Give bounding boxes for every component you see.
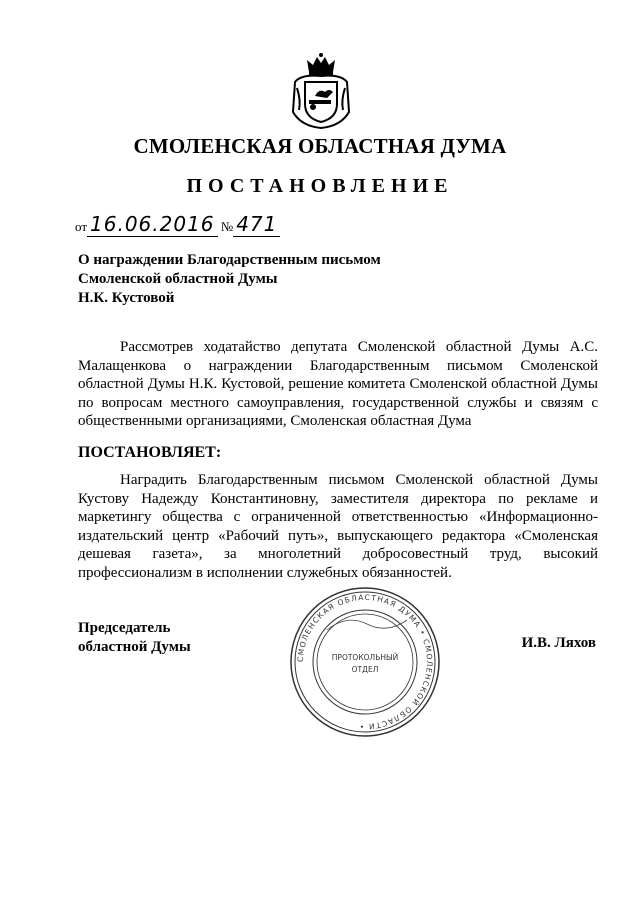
stamp-center-line: ОТДЕЛ <box>351 665 379 674</box>
date-prefix: от <box>75 219 88 234</box>
position-line: областной Думы <box>78 639 191 655</box>
signature-position <box>78 619 191 657</box>
subject-block <box>78 251 381 308</box>
official-stamp-icon <box>287 584 443 740</box>
organization-title: СМОЛЕНСКАЯ ОБЛАСТНАЯ ДУМА <box>133 134 507 158</box>
coat-of-arms-icon <box>291 52 351 130</box>
stamp-ring-text: СМОЛЕНСКАЯ ОБЛАСТНАЯ ДУМА • СМОЛЕНСКОЙ ОБЛАСТИ • <box>295 592 435 732</box>
decision-paragraph: Наградить Благодарственным письмом Смоленской областной Думы Кустову Надежду Константиновну, заместителя директора по рекламе и маркетингу общества с ограниченной ответственностью «Информационно-издательский центр «Рабочий путь», выпускающего редактора «Смоленская дешевая газета», за многолетний добросовестный труд, высокий профессионализм в исполнении служебных обязанностей. <box>78 472 598 581</box>
stamp-center-line: ПРОТОКОЛЬНЫЙ <box>331 653 399 662</box>
preamble-paragraph: Рассмотрев ходатайство депутата Смоленской областной Думы А.С. Малащенкова о награждении Благодарственным письмом Смоленской областной Думы Н.К. Кустовой, решение комитета Смоленской областной Думы по вопросам местного самоуправления, государственной службы и связям с общественными организациями, Смоленская областная Дума <box>78 339 598 429</box>
resolves-heading: ПОСТАНОВЛЯЕТ: <box>78 444 222 461</box>
position-line: Председатель <box>78 620 171 636</box>
subject-line: Н.К. Кустовой <box>78 290 175 306</box>
number-prefix: № <box>220 219 234 234</box>
document-number: 471 <box>233 212 280 237</box>
subject-line: О награждении Благодарственным письмом <box>78 252 381 268</box>
document-type-title: ПОСТАНОВЛЕНИЕ <box>186 175 454 197</box>
date-number-line <box>75 212 280 236</box>
document-date: 16.06.2016 <box>87 212 218 237</box>
signer-name: И.В. Ляхов <box>521 635 596 651</box>
subject-line: Смоленской областной Думы <box>78 271 278 287</box>
